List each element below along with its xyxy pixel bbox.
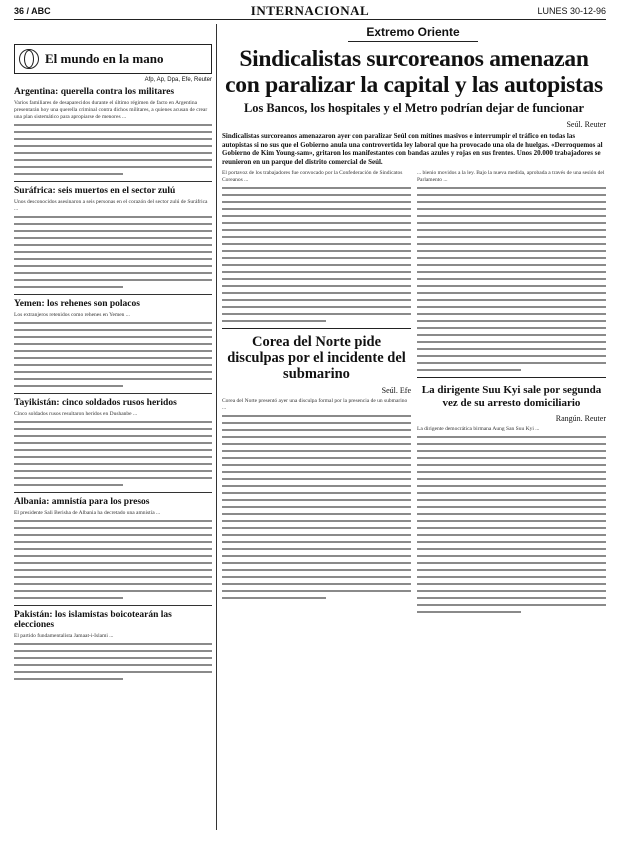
text-line (417, 299, 606, 301)
text-line (222, 250, 411, 252)
main-headline: Sindicalistas surcoreanos amenazan con paralizar la capital y las autopistas (225, 46, 603, 98)
text-line (222, 471, 411, 473)
text-line (222, 520, 411, 522)
brief-teaser: Varios familiares de desaparecidos durante el último régimen de facto en Argentina presentarán hoy una querella criminal contra dichos militares, a quienes acusan de crear una plan sistemático para apropiarse de menores ... (14, 100, 208, 120)
text-line (222, 299, 411, 301)
text-line (222, 243, 411, 245)
text-line (222, 208, 411, 210)
column-title-box (14, 44, 212, 74)
story3-headline: La dirigente Suu Kyi sale por segunda vez de su arresto domiciliario (421, 384, 602, 410)
text-line (417, 292, 606, 294)
text-line (14, 286, 123, 288)
text-line (417, 555, 606, 557)
brief-divider (14, 393, 212, 394)
text-line (222, 229, 411, 231)
text-line (222, 292, 411, 294)
main-body-continued: ... bienio movidos a la ley. Bajo la nueva medida, aprobada a través de una sesión del Parlamento ... (417, 170, 605, 184)
text-line (14, 534, 212, 536)
text-line (14, 138, 212, 140)
text-line (417, 527, 606, 529)
text-line (417, 278, 606, 280)
text-line (417, 569, 606, 571)
text-line (14, 541, 212, 543)
text-line (14, 428, 212, 430)
text-line (14, 131, 212, 133)
text-line (14, 145, 212, 147)
text-line (417, 187, 606, 189)
text-line (417, 506, 606, 508)
text-line (222, 313, 411, 315)
text-line (14, 678, 123, 680)
text-line (417, 243, 606, 245)
text-line (417, 341, 606, 343)
text-line (14, 329, 212, 331)
brief-teaser: Cinco soldados rusos resultaron heridos en Dushanbe ... (14, 411, 138, 417)
brief-divider (14, 294, 212, 295)
text-line (222, 271, 411, 273)
text-line (222, 541, 411, 543)
text-line (417, 534, 606, 536)
text-line (14, 449, 212, 451)
text-line (417, 327, 606, 329)
brief-headline: Yemen: los rehenes son polacos (14, 299, 140, 309)
text-line (222, 478, 411, 480)
text-line (222, 415, 411, 417)
text-line (417, 369, 521, 371)
text-line (222, 569, 411, 571)
story2-byline: Seúl. Efe (381, 386, 411, 396)
brief-headline: Pakistán: los islamistas boicotearán las elecciones (14, 610, 172, 630)
text-line (14, 650, 212, 652)
text-line (417, 285, 606, 287)
text-line (417, 583, 606, 585)
body-text (222, 187, 411, 322)
text-line (417, 201, 606, 203)
text-line (222, 422, 411, 424)
brief-body (14, 322, 212, 387)
text-line (14, 378, 212, 380)
main-byline: Seúl. Reuter (566, 120, 606, 129)
text-line (417, 590, 606, 592)
text-line (417, 541, 606, 543)
text-line (417, 457, 606, 459)
text-line (222, 257, 411, 259)
text-line (14, 279, 212, 281)
brief-headline: Argentina: querella contra los militares (14, 87, 175, 97)
story3-body-start: La dirigente democrática birmana Aung San Suu Kyi ... (417, 426, 540, 433)
text-line (14, 463, 212, 465)
text-line (417, 236, 606, 238)
text-line (417, 443, 606, 445)
main-body-start: El portavoz de los trabajadores fue convocado por la Confederación de Sindicatos Coreanos ... (222, 170, 403, 184)
text-line (417, 604, 606, 606)
text-line (222, 215, 411, 217)
text-line (417, 334, 606, 336)
text-line (417, 306, 606, 308)
text-line (417, 215, 606, 217)
text-line (14, 272, 212, 274)
text-line (417, 576, 606, 578)
text-line (14, 237, 212, 239)
brief-headline: Tayikistán: cinco soldados rusos heridos (14, 398, 177, 408)
text-line (222, 306, 411, 308)
text-line (417, 597, 606, 599)
text-line (14, 230, 212, 232)
text-line (14, 671, 212, 673)
text-line (417, 264, 606, 266)
text-line (222, 506, 411, 508)
text-line (14, 435, 212, 437)
text-line (417, 362, 606, 364)
text-line (14, 364, 212, 366)
text-line (222, 201, 411, 203)
text-line (14, 173, 123, 175)
text-line (222, 499, 411, 501)
text-line (14, 562, 212, 564)
story2-headline: Corea del Norte pide disculpas por el incidente del submarino (227, 334, 406, 383)
text-line (222, 527, 411, 529)
text-line (222, 187, 411, 189)
text-line (14, 385, 123, 387)
text-line (417, 271, 606, 273)
text-line (222, 555, 411, 557)
text-line (14, 336, 212, 338)
text-line (417, 611, 521, 613)
text-line (14, 643, 212, 645)
column-title: El mundo en la mano (45, 51, 164, 66)
text-line (417, 520, 606, 522)
text-line (417, 471, 606, 473)
text-line (14, 421, 212, 423)
brief-body (14, 421, 212, 486)
text-line (417, 513, 606, 515)
text-line (417, 499, 606, 501)
issue-date: LUNES 30-12-96 (537, 6, 606, 16)
text-line (14, 216, 212, 218)
brief-divider (14, 492, 212, 493)
text-line (14, 322, 212, 324)
text-line (14, 350, 212, 352)
text-line (14, 477, 212, 479)
text-line (14, 597, 123, 599)
text-line (417, 464, 606, 466)
brief-divider (14, 605, 212, 606)
text-line (14, 371, 212, 373)
text-line (417, 492, 606, 494)
text-line (417, 478, 606, 480)
text-line (222, 464, 411, 466)
text-line (14, 520, 212, 522)
brief-body (14, 520, 212, 599)
main-lede: Sindicalistas surcoreanos amenazaron ayer con paralizar Seúl con mítines masivos e interrumpir el tráfico en todas las autopistas si no sus que el Gobierno anula una controvertida ley laboral que ha provocado una ola de huelgas. «Derroquemos al Gobierno de Kim Young-sam», gritaron los manifestantes con bandas azules y rojas en sus frentes. Unos 20.000 trabajadores se reunieron en un parque del distrito comercial de Seúl. (222, 132, 603, 166)
text-line (417, 562, 606, 564)
text-line (417, 548, 606, 550)
text-line (222, 443, 411, 445)
section-kicker: Extremo Oriente (348, 22, 478, 42)
section-title: INTERNACIONAL (250, 3, 370, 18)
text-line (417, 194, 606, 196)
text-line (222, 320, 326, 322)
text-line (14, 258, 212, 260)
text-line (14, 124, 212, 126)
text-line (417, 348, 606, 350)
story2-body (222, 415, 411, 599)
text-line (222, 548, 411, 550)
news-brief-column (14, 22, 212, 832)
story3-byline: Rangún. Reuter (555, 414, 606, 424)
brief-headline: Albania: amnistía para los presos (14, 497, 150, 507)
text-line (14, 244, 212, 246)
page-number: 36 / ABC (14, 6, 51, 16)
text-line (14, 569, 212, 571)
text-line (14, 357, 212, 359)
divider (417, 377, 606, 378)
text-line (417, 222, 606, 224)
text-line (417, 208, 606, 210)
body-column-left (222, 170, 411, 619)
text-line (222, 264, 411, 266)
text-line (222, 429, 411, 431)
divider (222, 328, 411, 329)
brief-teaser: Los extranjeros retenidos como rehenes en Yemen ... (14, 312, 130, 318)
text-line (417, 355, 606, 357)
text-line (222, 236, 411, 238)
brief-body (14, 643, 212, 680)
text-line (14, 484, 123, 486)
text-line (222, 278, 411, 280)
globe-icon (19, 49, 39, 69)
text-line (222, 513, 411, 515)
text-line (14, 527, 212, 529)
text-line (222, 436, 411, 438)
text-line (14, 548, 212, 550)
main-deck: Los Bancos, los hospitales y el Metro podrían dejar de funcionar (244, 101, 584, 115)
text-line (14, 265, 212, 267)
text-line (222, 492, 411, 494)
column-divider (216, 24, 217, 830)
text-line (14, 590, 212, 592)
text-line (14, 583, 212, 585)
text-line (222, 583, 411, 585)
text-line (14, 555, 212, 557)
brief-body (14, 124, 212, 175)
text-line (222, 576, 411, 578)
text-line (222, 194, 411, 196)
agencies-credit: Afp, Ap, Dpa, Efe, Reuter (144, 77, 212, 83)
text-line (417, 436, 606, 438)
brief-divider (14, 181, 212, 182)
text-line (14, 343, 212, 345)
text-line (14, 251, 212, 253)
text-line (417, 257, 606, 259)
body-columns (222, 170, 606, 619)
text-line (14, 664, 212, 666)
text-line (14, 223, 212, 225)
text-line (222, 485, 411, 487)
body-text (417, 187, 606, 371)
brief-list (14, 87, 212, 680)
text-line (417, 250, 606, 252)
text-line (222, 590, 411, 592)
text-line (222, 450, 411, 452)
story2-body-start: Corea del Norte presentó ayer una disculpa formal por la presencia de un submarino ... (222, 398, 408, 412)
brief-headline: Suráfrica: seis muertos en el sector zulú (14, 186, 176, 196)
text-line (222, 534, 411, 536)
text-line (222, 562, 411, 564)
text-line (14, 657, 212, 659)
text-line (14, 470, 212, 472)
brief-teaser: El partido fundamentalista Jamaat-i-Islami ... (14, 633, 114, 639)
page-header (14, 3, 606, 20)
text-line (222, 285, 411, 287)
text-line (417, 313, 606, 315)
text-line (14, 152, 212, 154)
text-line (222, 597, 326, 599)
text-line (14, 576, 212, 578)
text-line (14, 166, 212, 168)
story3-body (417, 436, 606, 613)
brief-teaser: Unos desconocidos asesinaron a seis personas en el corazón del sector zulú de Suráfrica ... (14, 199, 208, 212)
text-line (417, 485, 606, 487)
main-stories (222, 22, 606, 832)
text-line (14, 159, 212, 161)
text-line (14, 456, 212, 458)
brief-teaser: El presidente Sali Berisha de Albania ha decretado una amnistía ... (14, 510, 161, 516)
text-line (417, 450, 606, 452)
text-line (222, 457, 411, 459)
text-line (14, 442, 212, 444)
text-line (222, 222, 411, 224)
body-column-right (417, 170, 606, 619)
brief-body (14, 216, 212, 288)
text-line (417, 320, 606, 322)
text-line (417, 229, 606, 231)
